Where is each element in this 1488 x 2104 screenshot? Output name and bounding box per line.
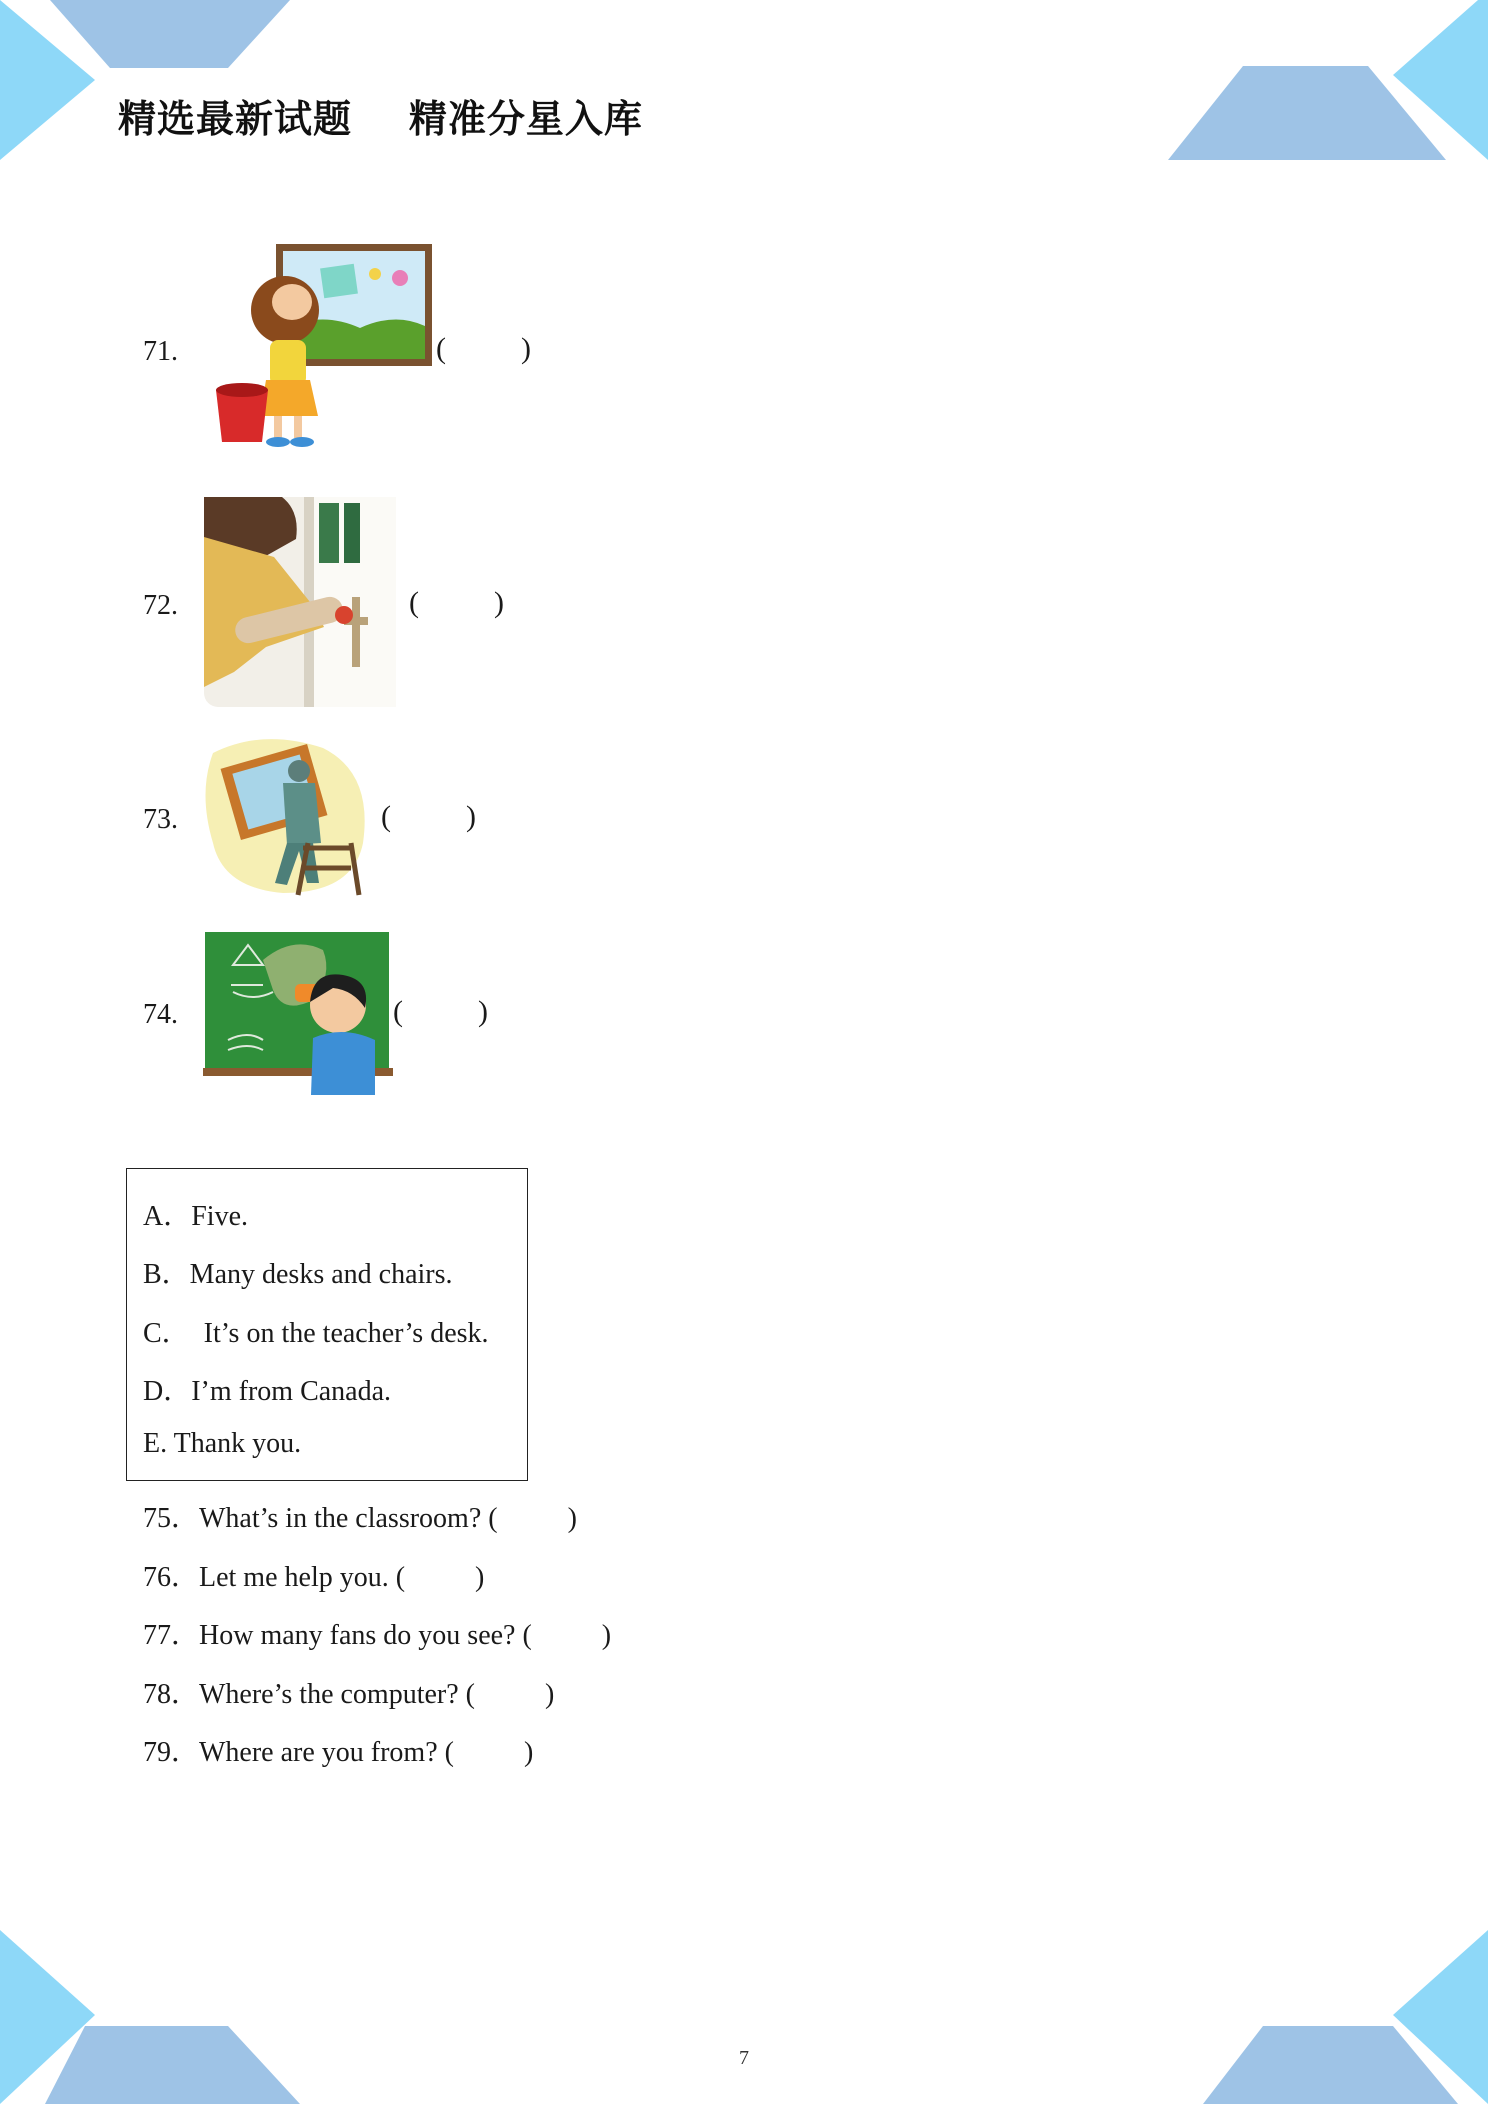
- question-77[interactable]: 77．How many fans do you see? ( ): [143, 1620, 612, 1651]
- answer-blank[interactable]: ( ): [381, 800, 476, 833]
- question-number: 73.: [143, 804, 178, 835]
- question-75[interactable]: 75．What’s in the classroom? ( ): [143, 1503, 577, 1534]
- answer-blank[interactable]: ( ): [393, 995, 488, 1028]
- question-number: 72.: [143, 590, 178, 621]
- option-c: C． It’s on the teacher’s desk.: [143, 1318, 489, 1349]
- question-number: 74.: [143, 999, 178, 1030]
- woman-cleaning-door-icon: [204, 497, 396, 707]
- boy-cleaning-blackboard-icon: [203, 930, 393, 1095]
- man-cleaning-picture-frame-icon: [203, 733, 371, 898]
- bottom-right-decoration: [1168, 1930, 1488, 2104]
- question-78[interactable]: 78．Where’s the computer? ( ): [143, 1679, 555, 1710]
- girl-cleaning-window-icon: [210, 240, 435, 450]
- answer-blank[interactable]: ( ): [436, 332, 531, 365]
- answer-blank[interactable]: ( ): [409, 586, 504, 619]
- option-a: A．Five.: [143, 1201, 249, 1232]
- top-right-decoration: [1168, 0, 1488, 165]
- page-number: 7: [739, 2047, 749, 2069]
- bottom-left-decoration: [0, 1930, 310, 2104]
- question-79[interactable]: 79．Where are you from? ( ): [143, 1737, 534, 1768]
- option-d: D．I’m from Canada.: [143, 1376, 392, 1407]
- question-76[interactable]: 76．Let me help you. ( ): [143, 1562, 485, 1593]
- option-e: E. Thank you.: [143, 1428, 302, 1459]
- question-number: 71.: [143, 336, 178, 367]
- header-title: 精选最新试题 精准分星入库: [118, 97, 643, 141]
- option-b: B．Many desks and chairs.: [143, 1259, 453, 1290]
